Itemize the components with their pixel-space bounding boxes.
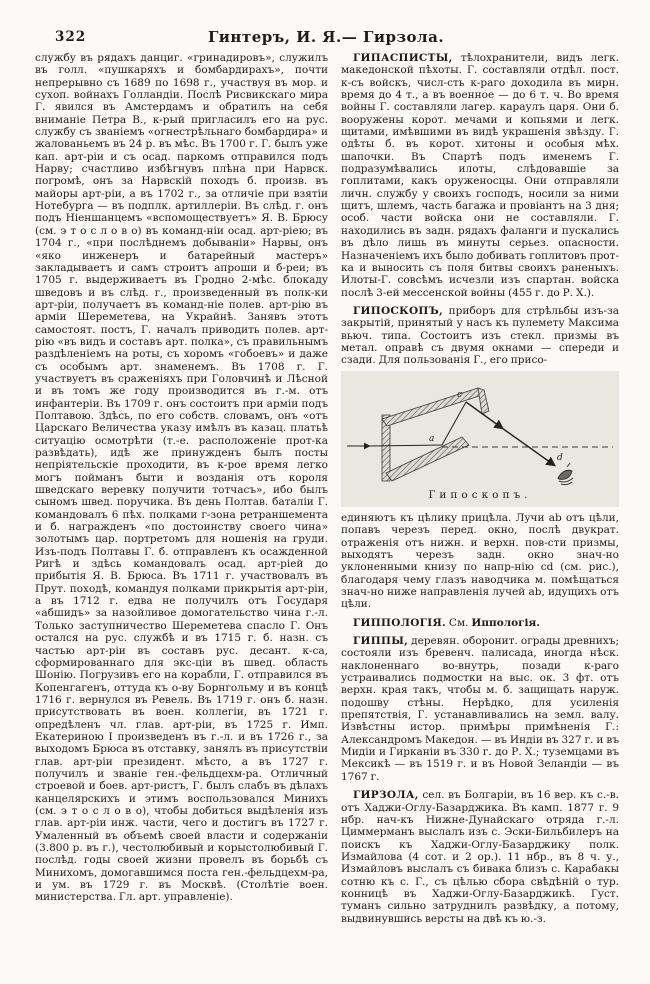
article-giposkop-body-before-figure: приборъ для стрѣльбы изъ-за закрытій, принятый у насъ къ пулемету Максима вьюч. типа. Состоитъ изъ стекл. призмы въ метал. оправѣ съ двумя окнами — спереди и сзади. Для пользованія Г., его присо- [341, 304, 619, 367]
headword-gippy: ГИППЫ, [353, 635, 409, 648]
label-c: с [457, 389, 463, 400]
gippologiya-see-target: Иппологія. [471, 616, 540, 629]
figure-caption: Гипоскопъ. [428, 488, 532, 501]
headword-gippologiya: ГИППОЛОГІЯ. [353, 616, 446, 629]
text-columns [35, 52, 619, 931]
headword-girzola: ГИРЗОЛА, [353, 789, 419, 802]
prism-outline [382, 388, 489, 481]
article-giposkop-part2: единяютъ къ цѣлику прицѣла. Лучи ab отъ цѣли, попавъ черезъ перед. окно, послѣ двукрат. отраженія отъ нижн. и верхн. пов-сти призмы, выходятъ черезъ задн. окно знач-но уклоненными книзу по напр-нію cd (см. рис.), благодаря чему глазъ наводчика м. помѣщаться знач-но ниже направленія лучей ab, идущихъ отъ цѣли. [341, 511, 619, 611]
page-title: Гинтеръ, И. Я.— Гирзола. [207, 28, 445, 46]
gippologiya-see: См. [448, 616, 469, 629]
article-gipaspisty [341, 52, 619, 299]
article-ginter-continuation: службу въ рядахъ данциг. «гринадировъ», служилъ въ голл. «пушкаряхъ и бомбардирахъ», почти непрерывно съ 1689 по 1698 г., участвуя въ мор. и сухоп. войнахъ Голландіи. Послѣ Рисвикскаго мира Г. явился въ Амстердамъ и обратилъ на себя вниманіе Петра В., к-рый пригласилъ его на рус. службу съ званіемъ «огнестрѣльнаго бомбардира» и жалованьемъ въ 24 р. въ мѣс. Въ 1700 г. Г. былъ уже кап. арт-ріи и съ осад. паркомъ отправился подъ Нарву; счастливо избѣгнувъ плѣна при Нарвск. погромѣ, онъ за Нарвскій походъ б. произв. въ майоры арт-ріи, а въ 1702 г., за отличіе при взятіи Нотебурга — въ подплк. артиллеріи. Въ слѣд. г. онъ подъ Ніеншанцемъ «вспомоществуетъ» Я. В. Брюсу (см. э т о с л о в о) въ команд-ніи осад. арт-ріею; въ 1704 г., «при послѣднемъ добываніи» Нарвы, онъ «яко инженеръ и батарейный мастеръ» закладываетъ и самъ строитъ апроши и б-реи; въ 1705 г. выдерживаетъ въ Гродно 2-мѣс. блокаду шведовъ и въ слѣд. г., произведенный въ полк-ки арт-ріи, получаетъ въ команд-ніе полев. арт-рію въ арміи Шереметева, на Украйнѣ. Занявъ этотъ самостоят. постъ, Г. началъ приводить полев. арт-рію «въ видъ и составъ арт. полка», съ правильнымъ раздѣленіемъ на роты, съ хоромъ «гобоевъ» и даже съ особымъ арт. знаменемъ. Въ 1708 г. Г. участвуетъ въ сраженіяхъ при Головчинѣ и Лѣсной и въ томъ же году производится въ г.-м. отъ инфантеріи. Въ 1709 г. онъ состоитъ при арміи подъ Полтавою. Здѣсь, по его собств. словамъ, онъ «отъ Царскаго Величества указу имѣлъ въ казац. платьѣ ситуацію осмотрѣти (т.-е. расположеніе прот-ка развѣдать), идѣ же принужденъ былъ посты непріятельскіе проходити, въ к-рое время легко могъ пойманъ быти и возданія отъ короля шведскаго веревку получити тотчасъ», ибо былъ сыномъ швед. поручика. Въ день Полтав. баталіи Г. командовалъ 6 пѣх. полками г-зона ретраншемента и б. награжденъ «по достоинству своего чина» золотымъ цар. портретомъ для ношенія на груди. Изъ-подъ Полтавы Г. б. отправленъ къ осажденной Ригѣ и здѣсь командовалъ осад. арт-ріей до прибытія Я. В. Брюса. Въ 1711 г. участвовалъ въ Прут. походѣ, командуя полками прикрытія арт-ріи, а въ 1712 г. едва не получилъ отъ Государя «абшидъ» за назойливое домогательство чина г.-л. Только заступничество Шереметева спасло Г. Онъ остался на рус. службѣ и въ 1715 г. б. назн. съ частью арт-ріи въ составъ рус. десант. к-са, сформированнаго для экс-ціи въ швед. область Шонію. Погрузивъ его на корабли, Г. отправился въ Копенгагенъ, оттуда къ о-ву Борнгольму и въ концѣ 1716 г. вернулся въ Ревель. Въ 1719 г. онъ б. назн. присутствовать въ воен. коллегіи, въ 1721 г. опредѣленъ чл. глав. арт-ріи, въ 1725 г. Имп. Екатериною I произведенъ въ г.-л. и въ 1726 г., за выходомъ Брюса въ отставку, занялъ въ присутствіи глав. арт-ріи президент. мѣсто, а въ 1727 г. получилъ и званіе ген.-фельдцехм-ра. Отличный строевой и боев. арт-ристъ, Г. былъ слабъ въ дѣлахъ канцелярскихъ и этимъ воспользовался Минихъ (см. э т о с л о в о), чтобы добиться выдѣленія изъ глав. арт-ріи инж. части, чего и достигъ въ 1727 г. Умаленный въ объемѣ своей власти и содержаніи (3.800 р. въ г.), честолюбивый и корыстолюбивый Г. послѣд. годы своей жизни провелъ въ борьбѣ съ Минихомъ, домогавшимся поста ген.-фельдцехм-ра, и ум. въ 1729 г. въ Москвѣ. (Столѣтіе воен. министерства. Гл. арт. управленіе). [35, 52, 328, 904]
article-girzola [341, 789, 619, 925]
headword-gipaspisty: ГИПАСПИСТЫ, [353, 52, 453, 64]
article-girzola-body: сел. въ Болгаріи, въ 16 вер. къ с.-в. отъ Хаджи-Оглу-Базарджика. Въ камп. 1877 г. 9 нбр. нач-къ Нижне-Дунайскаго отряда г.-л. Циммерманъ выслалъ изъ с. Эски-Бильбилеръ на поискъ къ Хаджи-Оглу-Базарджику полк. Измайлова (4 сот. и 2 ор.). 11 нбр., въ 8 ч. у., Измайловъ выслалъ съ бивака близъ с. Карабакы сотню къ с. Г., съ цѣлью сбора свѣдѣній о тур. конницѣ въ Хаджи-Оглу-Базарджикѣ. Густ. туманъ сильно затруднилъ развѣдку, а потому, выдвинувшись версты на двѣ къ ю.-з. [341, 789, 619, 925]
article-giposkop-part1 [341, 305, 619, 367]
right-column [341, 52, 619, 931]
eye-icon [558, 463, 573, 485]
article-gipaspisty-body: тѣлохранители, видъ легк. македонской пѣхоты. Г. составляли отдѣл. пост. к-съ войскъ, числ-сть к-раго доходила въ мирн. время до 4 т., а въ военное — до 6 т. ч. Во время войны Г. составляли лагер. караулъ царя. Они б. вооружены корот. мечами и копьями и легк. щитами, имѣвшими въ видѣ украшенія звѣзду. Г. одѣты б. въ корот. хитоны и особыя мѣх. шапочки. Въ Спартѣ подъ именемъ Г. подразумѣвались илоты, слѣдовавшіе за гоплитами, какъ оруженосцы. Они отправляли личн. службу у своихъ господъ, носили за ними щитъ, шлемъ, часть багажа и провіантъ на 3 дня; особ. части войска они не составляли. Г. находились въ задн. рядахъ фаланги и пускались въ дѣло лишь въ минуты серьез. опасности. Назначеніемъ ихъ было добивать гоплитовъ прот-ка и выносить съ поля битвы своихъ раненыхъ. Илоты-Г. совсѣмъ исчезли изъ спартан. войска послѣ 3-ей мессенской войны (455 г. до Р. Х.). [341, 52, 619, 299]
page-header [35, 28, 617, 50]
incoming-ray [369, 445, 442, 446]
label-a: а [429, 433, 435, 444]
headword-giposkop: ГИПОСКОПЪ, [353, 304, 443, 317]
giposkop-figure [341, 371, 619, 507]
article-gippologiya [341, 617, 619, 629]
article-gippy [341, 635, 619, 783]
article-gippy-body: деревян. оборонит. ограды древнихъ; состояли изъ бревенч. палисада, иногда нѣск. наклоненнаго во-внутрь, позади к-раго устраивались подмостки на выс. ок. 3 фт. отъ верхн. края такъ, чтобы м. б. защищать наруж. подошву стѣны. Нерѣдко, для усиленія препятствія, Г. устанавливались на земл. валу. Извѣстны истор. примѣры примѣненія Г.: Александромъ Македон. — въ Индіи въ 327 г. и въ Мидіи и Гирканіи въ 330 г. до Р. Х.; туземцами въ Мексикѣ — въ 1519 г. и въ Новой Зеландіи — въ 1767 г. [341, 635, 619, 783]
label-d: d [557, 452, 563, 463]
page-number: 322 [55, 29, 87, 45]
left-column [35, 52, 328, 931]
giposkop-prism-diagram [345, 375, 615, 487]
